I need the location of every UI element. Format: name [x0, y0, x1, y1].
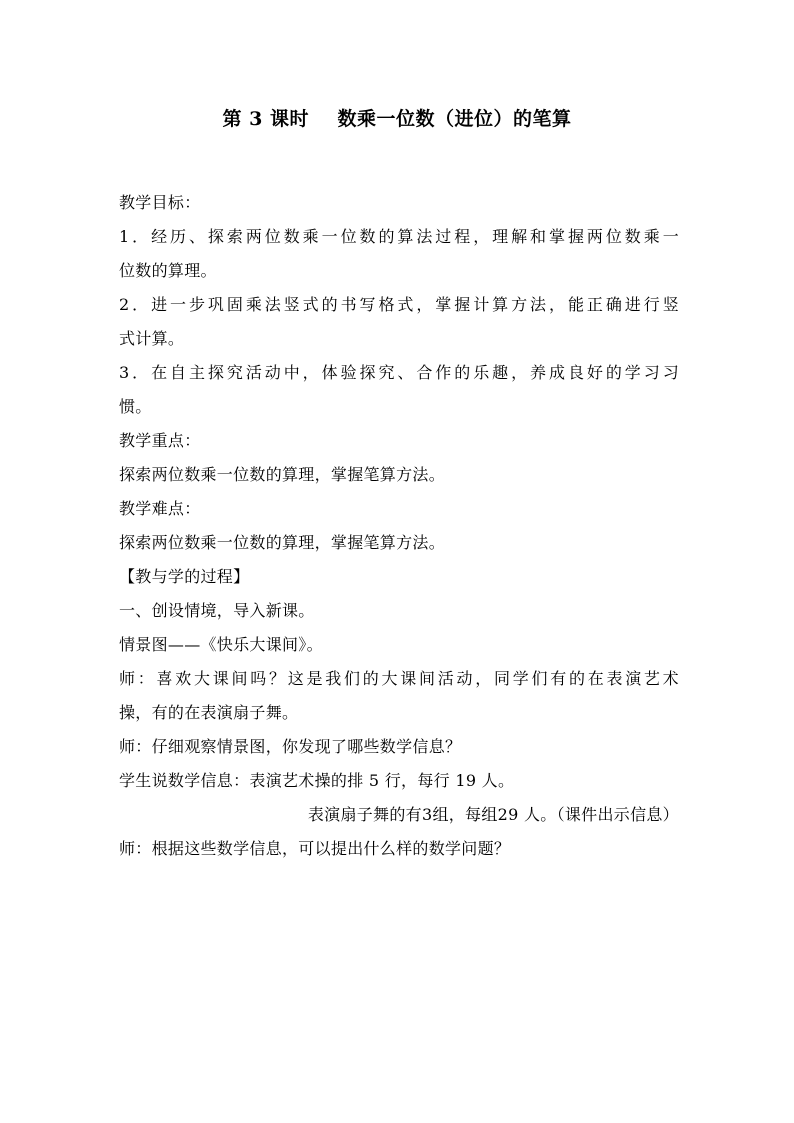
paragraph-line: 学生说数学信息：表演艺术操的排 5 行，每行 19 人。	[119, 771, 515, 790]
paragraph-line: 探索两位数乘一位数的算理，掌握笔算方法。	[119, 465, 446, 484]
paragraph-line: 师：仔细观察情景图，你发现了哪些数学信息？	[119, 737, 462, 756]
paragraph-line: 师：喜欢大课间吗？这是我们的大课间活动，同学们有的在表演艺术	[119, 669, 679, 688]
paragraph-line: 惯。	[119, 397, 152, 416]
paragraph-line: 3．在自主探究活动中，体验探究、合作的乐趣，养成良好的学习习	[119, 363, 679, 382]
paragraph-line: 探索两位数乘一位数的算理，掌握笔算方法。	[119, 533, 446, 552]
section-heading-process: 【教与学的过程】	[119, 567, 250, 586]
section-heading-difficulties: 教学难点：	[119, 499, 201, 518]
paragraph-line: 表演扇子舞的有3组，每组29 人。（课件出示信息）	[307, 805, 679, 824]
paragraph-line: 情景图——《快乐大课间》。	[119, 635, 323, 654]
paragraph-line: 2．进一步巩固乘法竖式的书写格式，掌握计算方法，能正确进行竖	[119, 295, 679, 314]
paragraph-line: 式计算。	[119, 329, 185, 348]
document-body	[119, 186, 679, 866]
section-heading-objectives: 教学目标：	[119, 193, 201, 212]
page-title: 第 3 课时 数乘一位数（进位）的笔算	[222, 108, 572, 130]
paragraph-line: 师：根据这些数学信息，可以提出什么样的数学问题？	[119, 839, 511, 858]
paragraph-line: 操，有的在表演扇子舞。	[119, 703, 299, 722]
paragraph-line: 位数的算理。	[119, 261, 217, 280]
paragraph-line: 一、创设情境，导入新课。	[119, 601, 315, 620]
paragraph-line: 1．经历、探索两位数乘一位数的算法过程，理解和掌握两位数乘一	[119, 227, 679, 246]
section-heading-key-points: 教学重点：	[119, 431, 201, 450]
